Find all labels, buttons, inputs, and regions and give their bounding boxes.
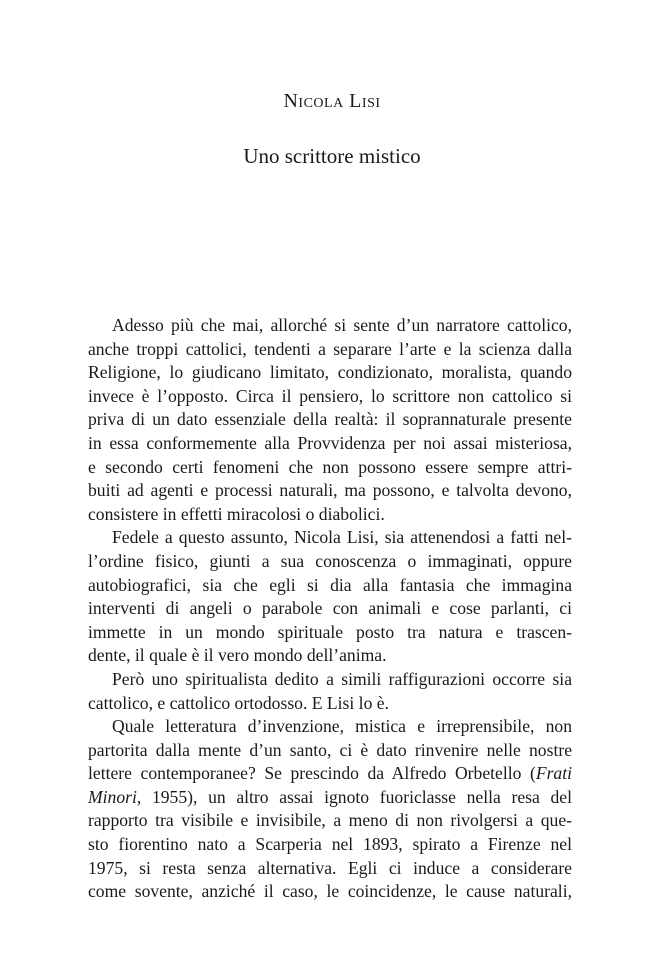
- text-line: partorita dalla mente d’un santo, ci è dato rinvenire nelle nostre: [88, 739, 572, 760]
- italic-title: Minori: [88, 786, 137, 807]
- text-line: e secondo certi fenomeni che non possono essere sempre attri-: [88, 456, 572, 477]
- text-line: consistere in effetti miracolosi o diabolici.: [88, 503, 385, 524]
- line-text: , 1955), un altro assai ignoto fuoriclasse nella resa del: [136, 786, 572, 807]
- text-line: cattolico, e cattolico ortodosso. E Lisi lo è.: [88, 692, 389, 713]
- text-line: dente, il quale è il vero mondo dell’anima.: [88, 645, 387, 666]
- line-text: lettere contemporanee? Se prescindo da Alfredo Orbetello (: [88, 763, 536, 784]
- text-line: come sovente, anziché il caso, le coincidenze, le cause naturali,: [88, 881, 572, 902]
- text-line: priva di un dato essenziale della realtà: il soprannaturale presente: [88, 409, 572, 430]
- text-line: buiti ad agenti e processi naturali, ma possono, e talvolta devono,: [88, 480, 572, 501]
- text-line: rapporto tra visibile e invisibile, a meno di non rivolgersi a que-: [88, 810, 572, 831]
- text-line-with-italic: [88, 762, 572, 786]
- text-line: Religione, lo giudicano limitato, condizionato, moralista, quando: [88, 362, 572, 383]
- author-name: Nicola Lisi: [283, 90, 381, 112]
- text-line: interventi di angeli o parabole con animali e cose parlanti, ci: [88, 598, 572, 619]
- text-line-with-italic: [88, 786, 572, 810]
- text-line: invece è l’opposto. Circa il pensiero, lo scrittore non cattolico si: [88, 385, 572, 406]
- chapter-title: Uno scrittore mistico: [243, 144, 421, 168]
- text-line: anche troppi cattolici, tendenti a separare l’arte e la scienza dalla: [88, 338, 572, 359]
- text-line: Adesso più che mai, allorché si sente d’un narratore cattolico,: [112, 315, 572, 335]
- italic-title: Frati: [535, 763, 572, 784]
- text-line: Quale letteratura d’invenzione, mistica e irreprensibile, non: [112, 716, 572, 737]
- text-line: sto fiorentino nato a Scarperia nel 1893, spirato a Firenze nel: [88, 834, 572, 855]
- text-line: autobiografici, sia che egli si dia alla fantasia che immagina: [88, 574, 572, 595]
- text-line: Fedele a questo assunto, Nicola Lisi, sia attenendosi a fatti nel-: [112, 527, 572, 548]
- text-line: 1975, si resta senza alternativa. Egli ci induce a considerare: [88, 857, 572, 878]
- text-line: in essa conformemente alla Provvidenza per noi assai misteriosa,: [88, 432, 572, 453]
- text-line: Però uno spiritualista dedito a simili raffigurazioni occorre sia: [112, 668, 572, 689]
- body-text: [88, 314, 572, 904]
- text-line: immette in un mondo spirituale posto tra natura e trascen-: [88, 621, 572, 642]
- text-line: l’ordine fisico, giunti a sua conoscenza o immaginati, oppure: [88, 550, 572, 571]
